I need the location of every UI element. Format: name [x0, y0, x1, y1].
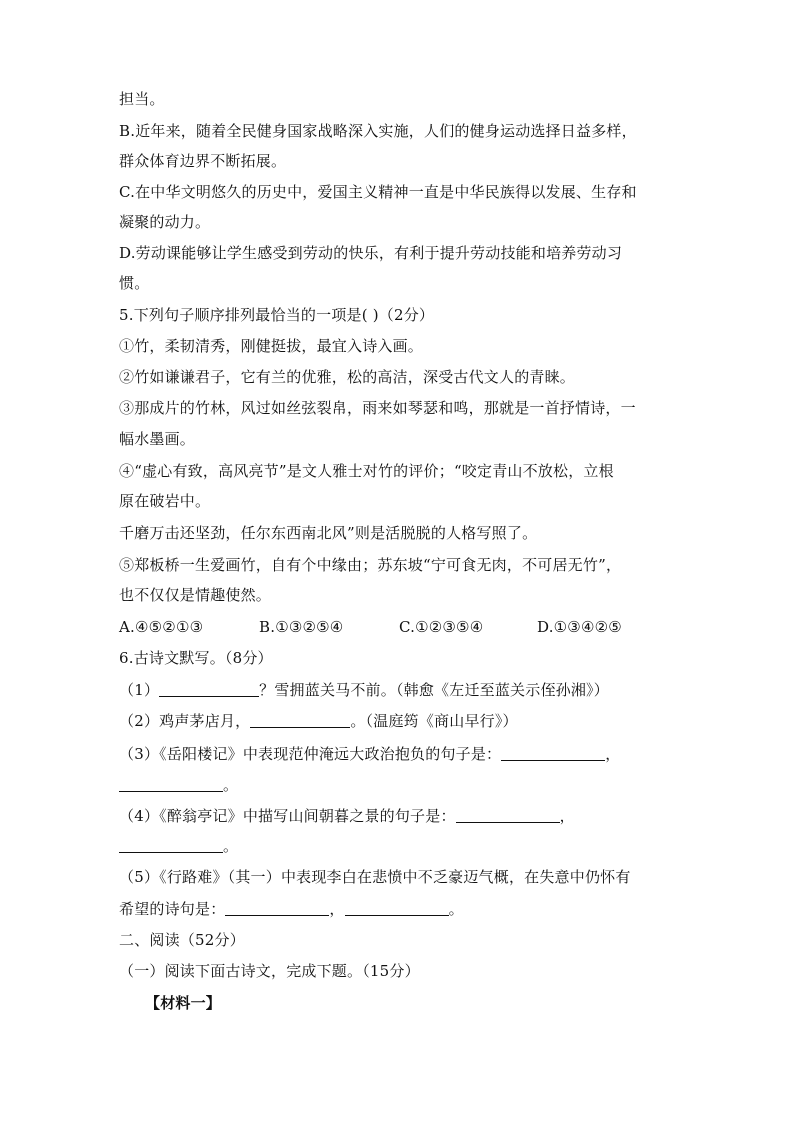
item-text: （4）《醉翁亭记》中描写山间朝暮之景的句子是： — [119, 807, 456, 825]
text-line: 凝聚的动力。 — [119, 213, 211, 231]
blank-line-3b — [119, 775, 238, 795]
blank-line-3 — [119, 744, 620, 764]
item-text: 。 — [223, 776, 239, 794]
item-text: ？雪拥蓝关马不前。（韩愈《左迁至蓝关示侄孙湘》） — [259, 681, 609, 699]
text-line: 惯。 — [119, 274, 150, 292]
answer-blank[interactable] — [159, 682, 259, 697]
section-2-title: 二、阅读（52分） — [119, 931, 245, 949]
text-line: 担当。 — [119, 90, 165, 108]
sentence-5: ⑤郑板桥一生爱画竹，自有个中缘由；苏东坡“宁可食无肉，不可居无竹”， — [119, 556, 622, 574]
option-b: B.①③②⑤④ — [259, 618, 344, 636]
item-text: ， — [605, 745, 621, 763]
option-c-line: C.在中华文明悠久的历史中，爱国主义精神一直是中华民族得以发展、生存和 — [119, 183, 637, 201]
text-line: 原在破岩中。 — [119, 492, 211, 510]
answer-blank[interactable] — [250, 713, 350, 728]
option-b-line: B.近年来，随着全民健身国家战略深入实施，人们的健身运动选择日益多样， — [119, 122, 637, 140]
subsection-title: （一）阅读下面古诗文，完成下题。（15分） — [119, 962, 420, 980]
option-c: C.①②③⑤④ — [399, 618, 484, 636]
question-6-title: 6.古诗文默写。（8分） — [119, 649, 273, 667]
text-line: 也不仅仅是情趣使然。 — [119, 586, 272, 604]
item-text: （2）鸡声茅店月， — [119, 712, 251, 730]
item-text: 。（温庭筠《商山早行》） — [350, 712, 518, 730]
blank-line-2 — [119, 711, 518, 731]
blank-line-5b — [119, 899, 464, 919]
answer-blank[interactable] — [119, 777, 223, 792]
item-text: （3）《岳阳楼记》中表现范仲淹远大政治抱负的句子是： — [119, 745, 502, 763]
item-text: ， — [329, 900, 345, 918]
blank-line-5: （5）《行路难》（其一）中表现李白在悲愤中不乏豪迈气概，在失意中仍怀有 — [119, 868, 631, 886]
options-row — [119, 617, 622, 637]
option-a: A.④⑤②①③ — [119, 618, 204, 636]
answer-blank[interactable] — [501, 746, 605, 761]
text-line: 群众体育边界不断拓展。 — [119, 152, 287, 170]
item-text: ， — [559, 807, 575, 825]
blank-line-4b — [119, 836, 238, 856]
question-5-title: 5.下列句子顺序排列最恰当的一项是( )（2分） — [119, 306, 435, 324]
option-d: D.①③④②⑤ — [537, 618, 622, 636]
sentence-4: ④“虚心有致，高风亮节”是文人雅士对竹的评价；“咬定青山不放松，立根 — [119, 462, 614, 480]
text-line: 幅水墨画。 — [119, 430, 196, 448]
blank-line-1 — [119, 680, 609, 700]
item-text: 。 — [223, 837, 239, 855]
answer-blank[interactable] — [345, 901, 449, 916]
sentence-3: ③那成片的竹林，风过如丝弦裂帛，雨来如琴瑟和鸣，那就是一首抒情诗，一 — [119, 399, 636, 417]
item-text: 。 — [448, 900, 464, 918]
item-text: 希望的诗句是： — [119, 900, 226, 918]
option-d-line: D.劳动课能够让学生感受到劳动的快乐，有利于提升劳动技能和培养劳动习 — [119, 244, 623, 262]
blank-line-4 — [119, 806, 575, 826]
text-line: 千磨万击还坚劲，任尔东西南北风”则是活脱脱的人格写照了。 — [119, 524, 538, 542]
answer-blank[interactable] — [456, 808, 560, 823]
sentence-1: ①竹，柔韧清秀，刚健挺拔，最宜入诗入画。 — [119, 337, 424, 355]
material-heading: 【材料一】 — [145, 994, 222, 1012]
item-label: （1） — [119, 681, 160, 699]
answer-blank[interactable] — [119, 838, 223, 853]
answer-blank[interactable] — [225, 901, 329, 916]
sentence-2: ②竹如谦谦君子，它有兰的优雅，松的高洁，深受古代文人的青睐。 — [119, 368, 576, 386]
